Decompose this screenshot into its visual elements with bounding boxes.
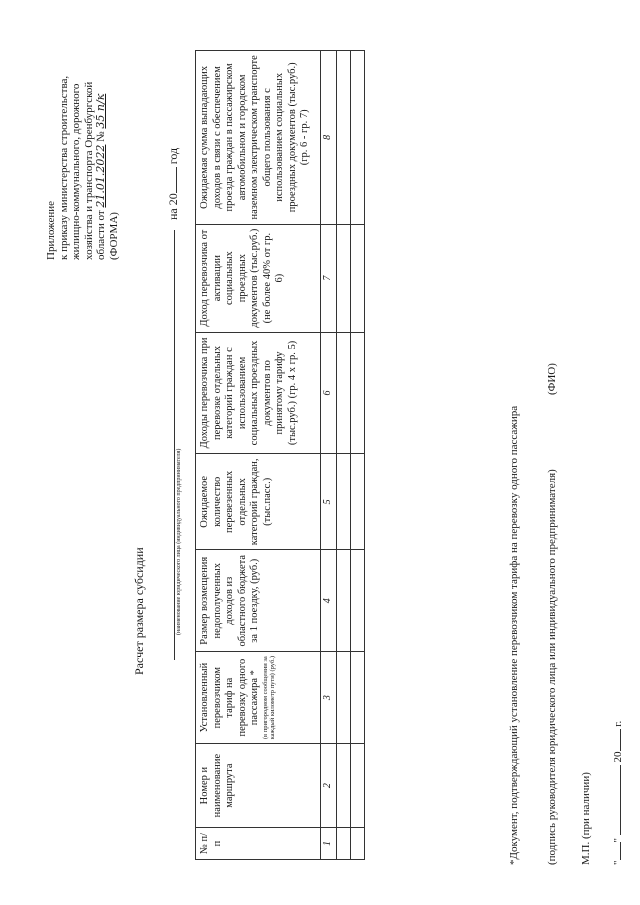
column-number: 4 — [321, 550, 337, 652]
header-cell: Размер возмещения недополученных доходов из областного бюджета за 1 поездку, (руб.) — [196, 550, 321, 652]
header-cell: Ожидаемая сумма выпадающих доходов в связи с обеспечением проезда граждан в пассажирском автомобильном и городском наземном электрическом транспорте общего пользования с использованием социальных проездных документов (тыс.руб.) (гр. 6 - гр. 7) — [196, 51, 321, 225]
table-cell[interactable] — [350, 224, 364, 332]
column-number: 6 — [321, 332, 337, 454]
day-blank[interactable] — [610, 843, 621, 861]
header-cell: Номер и наименование маршрута — [196, 744, 321, 828]
table-cell[interactable] — [336, 332, 350, 454]
title-block — [132, 115, 182, 815]
appendix-line: хозяйства и транспорта Оренбургской — [82, 81, 95, 260]
org-name-caption: (наименование юридического лица (индивидуального предпринимателя) — [176, 448, 182, 635]
year-blank-footer[interactable] — [610, 730, 621, 752]
header-cell: Доходы перевозчика при перевозке отдельных категорий граждан с использованием социальных проездных документов по принятому тарифу (тыс.руб.) (гр. 4 х гр. 5) — [196, 332, 321, 454]
fio-caption: (ФИО) — [546, 363, 558, 395]
table-cell[interactable] — [336, 828, 350, 860]
appendix-header — [45, 20, 120, 260]
header-cell: № п/п — [196, 828, 321, 860]
table-cell[interactable] — [350, 652, 364, 744]
order-no-sign: № — [95, 131, 107, 142]
table-cell[interactable] — [350, 332, 364, 454]
table-cell[interactable] — [336, 454, 350, 550]
table-row — [350, 51, 364, 860]
header-cell: Ожидаемое количество перевезенных отдельных категорий граждан, (тыс.пасс.) — [196, 454, 321, 550]
table-cell[interactable] — [350, 51, 364, 225]
header-cell: Установленный перевозчиком тариф на перевозку одного пассажира * (в пригородном сообщении за каждый километр пути) (руб.) — [196, 652, 321, 744]
table-cell[interactable] — [336, 224, 350, 332]
appendix-line: Приложение — [45, 200, 57, 260]
month-blank[interactable] — [610, 765, 621, 835]
column-number: 1 — [321, 828, 337, 860]
org-name-line[interactable] — [174, 230, 175, 660]
column-number: 2 — [321, 744, 337, 828]
date-quote-open: " — [612, 860, 624, 865]
table-cell[interactable] — [350, 744, 364, 828]
order-prefix: области от — [95, 210, 107, 260]
order-number: 35 п/к — [94, 93, 107, 129]
column-number: 3 — [321, 652, 337, 744]
year-blank[interactable] — [166, 167, 177, 193]
date-year-suffix: г. — [612, 720, 624, 727]
appendix-line: жилищно-коммунального, дорожного — [70, 83, 82, 260]
column-number: 8 — [321, 51, 337, 225]
table-cell[interactable] — [336, 550, 350, 652]
date-year-prefix: 20 — [612, 751, 624, 763]
column-number: 5 — [321, 454, 337, 550]
column-number: 7 — [321, 224, 337, 332]
subsidy-table — [195, 50, 365, 860]
form-label: (ФОРМА) — [107, 212, 120, 260]
signature-caption: (подпись руководителя юридического лица или индивидуального предпринимателя) — [546, 469, 558, 865]
date-line — [610, 721, 624, 865]
table-header-row — [196, 51, 321, 860]
footnote: *Документ, подтверждающий установление перевозчиком тарифа на перевозку одного пассажира — [508, 405, 520, 865]
signature-captions — [546, 35, 560, 865]
year-field — [166, 148, 181, 220]
year-suffix: год — [166, 147, 180, 165]
table-cell[interactable] — [350, 550, 364, 652]
table-row — [336, 51, 350, 860]
table-cell[interactable] — [336, 652, 350, 744]
date-quote-close: " — [612, 838, 624, 843]
column-number-row — [321, 51, 337, 860]
stamp-label: М.П. (при наличии) — [580, 772, 592, 865]
table-cell[interactable] — [336, 51, 350, 225]
table-cell[interactable] — [350, 828, 364, 860]
year-prefix: на 20 — [166, 193, 180, 220]
header-cell: Доход перевозчика от активации социальных проездных документов (тыс.руб.) (не более 40% от гр. 6) — [196, 224, 321, 332]
page-title: Расчет размера субсидии — [132, 547, 146, 675]
table-cell[interactable] — [350, 454, 364, 550]
order-date: 21.01.2022 — [94, 144, 107, 208]
table-cell[interactable] — [336, 744, 350, 828]
appendix-line: к приказу министерства строительства, — [57, 75, 70, 260]
appendix-line-date — [95, 20, 108, 260]
